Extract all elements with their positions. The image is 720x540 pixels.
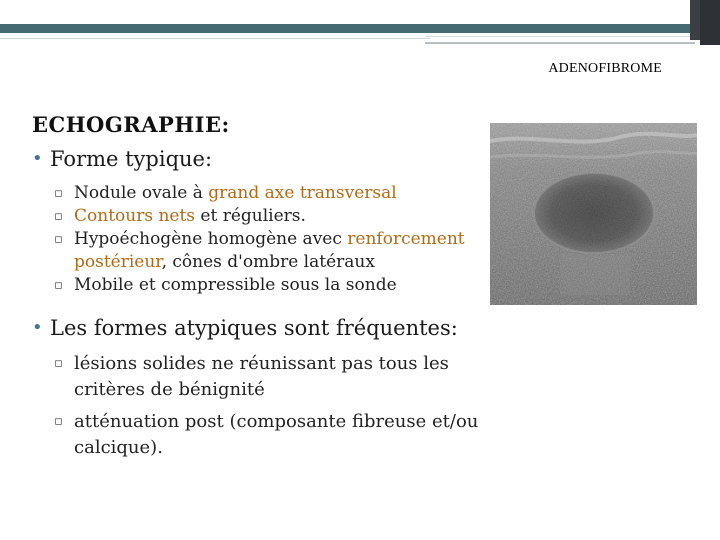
- highlight-text: grand axe transversal: [208, 183, 397, 203]
- sub-bullet: ▫ Contours nets et réguliers.: [54, 206, 306, 226]
- square-bullet-icon: ▫: [54, 232, 63, 247]
- sub-bullet: ▫ Hypoéchogène homogène avec renforcement postérieur, cônes d'ombre latéraux: [54, 229, 465, 272]
- corner-block-dark: [700, 0, 720, 45]
- square-bullet-icon: ▫: [54, 356, 63, 371]
- header-rule-right: [425, 42, 695, 44]
- header-band: [0, 24, 700, 33]
- header-rule-right-top: [425, 36, 695, 37]
- bullet-dot-icon: •: [32, 317, 43, 338]
- square-bullet-icon: ▫: [54, 414, 63, 429]
- ultrasound-image: [490, 123, 697, 305]
- bullet-label: Les formes atypiques sont fréquentes:: [50, 316, 458, 340]
- sub-bullet: ▫ Nodule ovale à grand axe transversal: [54, 183, 397, 203]
- bullet-label: Forme typique:: [50, 147, 213, 171]
- bullet-forme-typique: [30, 144, 510, 174]
- bullet-dot-icon: •: [32, 148, 43, 169]
- slide-corner-title: ADENOFIBROME: [548, 61, 662, 76]
- highlight-text: renforcement postérieur: [74, 229, 465, 272]
- header-rule: [0, 38, 430, 39]
- slide-content: [30, 144, 510, 461]
- sub-bullet: ▫ atténuation post (composante fibreuse et/ou calcique).: [54, 411, 479, 458]
- bullet-formes-atypiques: [30, 313, 510, 343]
- slide-heading: ECHOGRAPHIE:: [32, 112, 230, 137]
- sub-bullet: ▫ lésions solides ne réunissant pas tous les critères de bénignité: [54, 353, 449, 400]
- highlight-text: Contours nets: [74, 206, 196, 226]
- sub-bullet: ▫ Mobile et compressible sous la sonde: [54, 275, 397, 295]
- square-bullet-icon: ▫: [54, 186, 63, 201]
- square-bullet-icon: ▫: [54, 209, 63, 224]
- square-bullet-icon: ▫: [54, 278, 63, 293]
- ultrasound-graphic: [490, 123, 697, 305]
